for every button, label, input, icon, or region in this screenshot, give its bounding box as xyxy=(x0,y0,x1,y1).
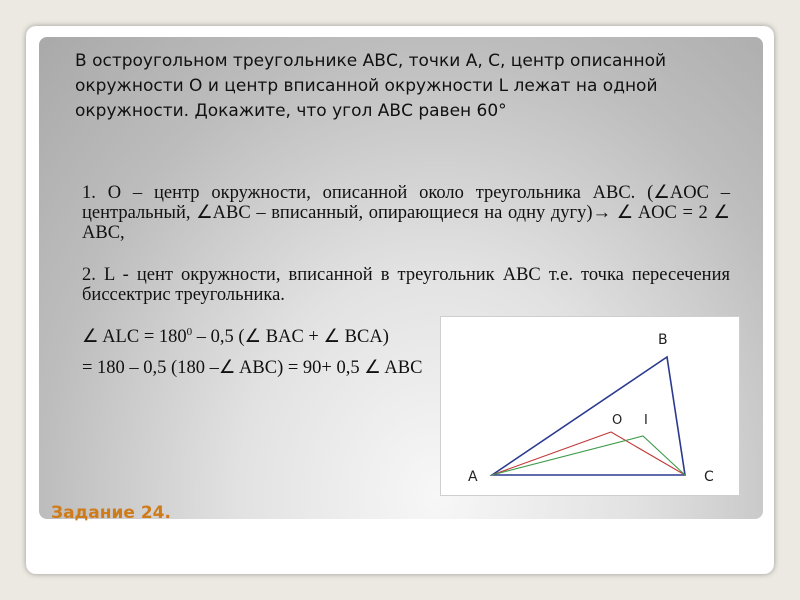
triangle-abc xyxy=(492,357,685,475)
formula-alc-suffix: – 0,5 (∠ BAC + ∠ BCA) xyxy=(192,327,389,348)
triangle-figure xyxy=(440,316,740,496)
label-point-b: B xyxy=(658,332,668,348)
formula-alc-result: = 180 – 0,5 (180 –∠ ABC) = 90+ 0,5 ∠ ABC xyxy=(82,358,423,378)
solution-step-2: 2. L - цент окружности, вписанной в треугольник ABC т.е. точка пересечения биссектрис треугольника. xyxy=(82,265,730,305)
label-point-a: A xyxy=(468,469,478,485)
task-label: Задание 24. xyxy=(51,503,171,523)
formula-alc-prefix: ∠ ALC = 180 xyxy=(82,327,187,348)
formula-alc-degree: 0 xyxy=(186,326,193,338)
problem-statement: В остроугольном треугольнике АВС, точки А, С, центр описанной окружности О и центр вписанной окружности L лежат на одной окружности. Докажите, что угол АВС равен 60° xyxy=(75,51,667,121)
triangle-diagram xyxy=(441,317,739,495)
red-line-aoc xyxy=(492,432,685,475)
label-point-o: O xyxy=(612,413,623,428)
label-point-i: I xyxy=(644,413,648,428)
label-point-c: C xyxy=(704,469,714,485)
solution-step-1: 1. O – центр окружности, описанной около треугольника ABC. (∠AOC – центральный, ∠ABC – вписанный, опирающиеся на одну дугу)→ ∠ AOC = 2 ∠ ABC, xyxy=(82,183,730,243)
